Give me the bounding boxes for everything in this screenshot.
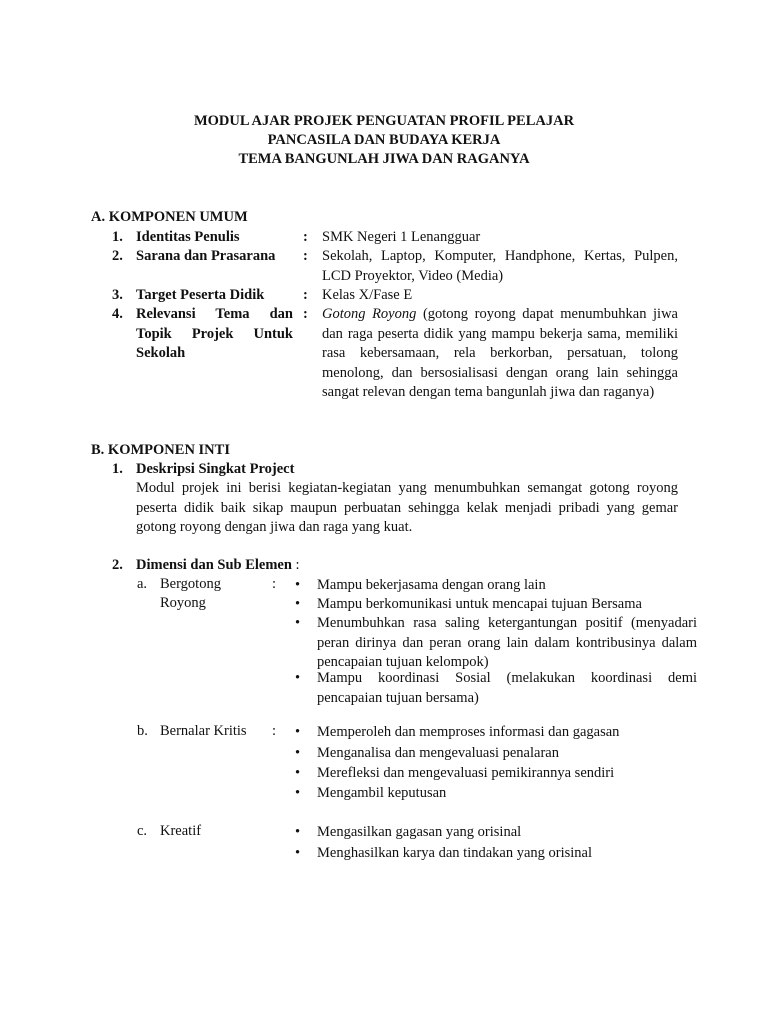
item-a1-label: Identitas Penulis — [136, 229, 240, 245]
item-a4-value-rest: (gotong royong dapat menumbuhkan jiwa dan raga peserta didik yang mampu bekerja sama, memiliki rasa kebersamaan, rela berkorban, persatuan, tolong menolong, dan bersosialisasi dengan orang lain sehingga sangat relevan dengan tema bangunlah jiwa dan raganya) — [322, 306, 678, 400]
bullet-text: Memperoleh dan memproses informasi dan gagasan — [317, 724, 620, 740]
item-a3-colon: : — [303, 287, 308, 303]
bullet-dot-icon — [295, 723, 307, 743]
bullet-dot-icon — [295, 784, 307, 804]
item-a4-colon: : — [303, 306, 308, 322]
dimension-a-letter: a. — [137, 576, 148, 592]
sub2-number: 2. — [112, 557, 123, 573]
bullet-dot-icon — [295, 576, 307, 596]
item-a4-number: 4. — [112, 306, 123, 322]
item-a2-colon: : — [303, 248, 308, 264]
item-a2-value: Sekolah, Laptop, Komputer, Handphone, Kertas, Pulpen, LCD Proyektor, Video (Media) — [322, 248, 678, 284]
dimension-a-name-line1: Bergotong — [160, 576, 221, 592]
bullet-dot-icon — [295, 844, 307, 864]
doc-title-line-2: PANCASILA DAN BUDAYA KERJA — [267, 132, 501, 148]
bullet-dot-icon — [295, 764, 307, 784]
item-a1-value: SMK Negeri 1 Lenangguar — [322, 229, 481, 245]
section-b-heading: B. KOMPONEN INTI — [91, 442, 230, 458]
sub1-number: 1. — [112, 461, 123, 477]
bullet-dot-icon — [295, 669, 307, 689]
item-a2-number: 2. — [112, 248, 123, 264]
bullet-dot-icon — [295, 614, 307, 634]
bullet-text: Mampu bekerjasama dengan orang lain — [317, 577, 546, 593]
dimension-c-name: Kreatif — [160, 823, 202, 839]
section-a-heading: A. KOMPONEN UMUM — [91, 209, 248, 225]
sub2-heading-suffix: : — [291, 557, 300, 573]
sub1-body: Modul projek ini berisi kegiatan-kegiatan yang menumbuhkan semangat gotong royong peserta didik baik sikap maupun perbuatan sehingga kelak menjadi pribadi yang gemar gotong royong dengan jiwa dan raga yang kuat. — [136, 480, 678, 535]
item-a2-label: Sarana dan Prasarana — [136, 248, 276, 264]
bullet-dot-icon — [295, 744, 307, 764]
item-a4-value — [322, 305, 678, 403]
sub2-heading-wrap — [136, 556, 300, 576]
item-a4-label: Relevansi Tema dan Topik Projek Untuk Sekolah — [136, 306, 293, 361]
bullet-dot-icon — [295, 823, 307, 843]
bullet-text: Merefleksi dan mengevaluasi pemikirannya sendiri — [317, 765, 615, 781]
item-a3-number: 3. — [112, 287, 123, 303]
bullet-text: Mengasilkan gagasan yang orisinal — [317, 824, 522, 840]
item-a1-colon: : — [303, 229, 308, 245]
item-a3-value: Kelas X/Fase E — [322, 287, 413, 303]
bullet-dot-icon — [295, 595, 307, 615]
dimension-b-name: Bernalar Kritis — [160, 723, 247, 739]
item-a3-label: Target Peserta Didik — [136, 287, 265, 303]
dimension-b-letter: b. — [137, 723, 148, 739]
dimension-c-letter: c. — [137, 823, 148, 839]
sub1-heading: Deskripsi Singkat Project — [136, 461, 295, 477]
bullet-text: Menghasilkan karya dan tindakan yang orisinal — [317, 845, 593, 861]
doc-title-line-3: TEMA BANGUNLAH JIWA DAN RAGANYA — [238, 151, 530, 167]
dimension-a-name-line2: Royong — [160, 595, 206, 611]
item-a1-number: 1. — [112, 229, 123, 245]
doc-title-line-1: MODUL AJAR PROJEK PENGUATAN PROFIL PELAJAR — [193, 113, 575, 129]
sub2-heading: Dimensi dan Sub Elemen — [136, 557, 292, 573]
item-a4-value-italic: Gotong Royong — [322, 306, 417, 322]
bullet-text: Mampu koordinasi Sosial (melakukan koordinasi demi pencapaian tujuan bersama) — [317, 670, 697, 706]
dimension-b-colon: : — [272, 723, 277, 739]
bullet-text: Mampu berkomunikasi untuk mencapai tujuan Bersama — [317, 596, 642, 612]
bullet-text: Menganalisa dan mengevaluasi penalaran — [317, 745, 559, 761]
bullet-text: Menumbuhkan rasa saling ketergantungan positif (menyadari peran dirinya dan peran orang lain dalam kontribusinya dalam pencapaian tujuan kelompok) — [317, 615, 697, 670]
dimension-a-colon: : — [272, 576, 277, 592]
bullet-text: Mengambil keputusan — [317, 785, 447, 801]
